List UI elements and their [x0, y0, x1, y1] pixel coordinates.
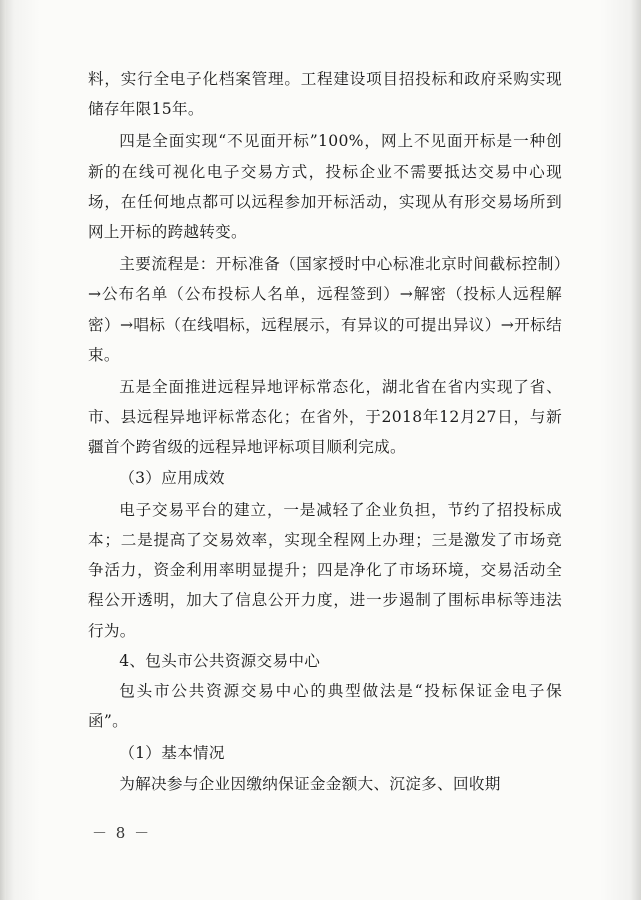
heading-application-results: （3）应用成效 [119, 468, 225, 487]
paragraph-baotou-practice: 包头市公共资源交易中心的典型做法是“投标保证金电子保函”。 [88, 682, 562, 731]
heading-basic-situation: （1）基本情况 [119, 744, 225, 763]
paragraph-point-four: 四是全面实现“不见面开标”100%，网上不见面开标是一种创新的在线可视化电子交易方式，投标企业不需要抵达交易中心现场，在任何地点都可以远程参加开标活动，实现从有形交易场所到网上开标的跨越转变。 [88, 132, 562, 242]
heading-baotou-center: 4、包头市公共资源交易中心 [119, 651, 321, 670]
paragraph-main-process: 主要流程是：开标准备（国家授时中心标准北京时间截标控制）→公布名单（公布投标人名单，远程签到）→解密（投标人远程解密）→唱标（在线唱标，远程展示，有异议的可提出异议）→开标结束。 [88, 255, 562, 364]
paragraph-point-five: 五是全面推进远程异地评标常态化，湖北省在省内实现了省、市、县远程异地评标常态化；在省外，于2018年12月27日，与新疆首个跨省级的远程异地评标项目顺利完成。 [88, 378, 562, 457]
document-body [88, 64, 562, 799]
paragraph-continuation: 料，实行全电子化档案管理。工程建设项目招投标和政府采购实现储存年限15年。 [88, 70, 562, 119]
page-left-edge [0, 0, 6, 900]
page-number: － 8 － [92, 824, 152, 842]
paragraph-basic-situation: 为解决参与企业因缴纳保证金金额大、沉淀多、回收期 [119, 774, 501, 793]
paragraph-results: 电子交易平台的建立，一是减轻了企业负担，节约了招投标成本；二是提高了交易效率，实现全程网上办理；三是激发了市场竞争活力，资金利用率明显提升；四是净化了市场环境，交易活动全程公开透明，加大了信息公开力度，进一步遏制了围标串标等违法行为。 [88, 500, 562, 640]
